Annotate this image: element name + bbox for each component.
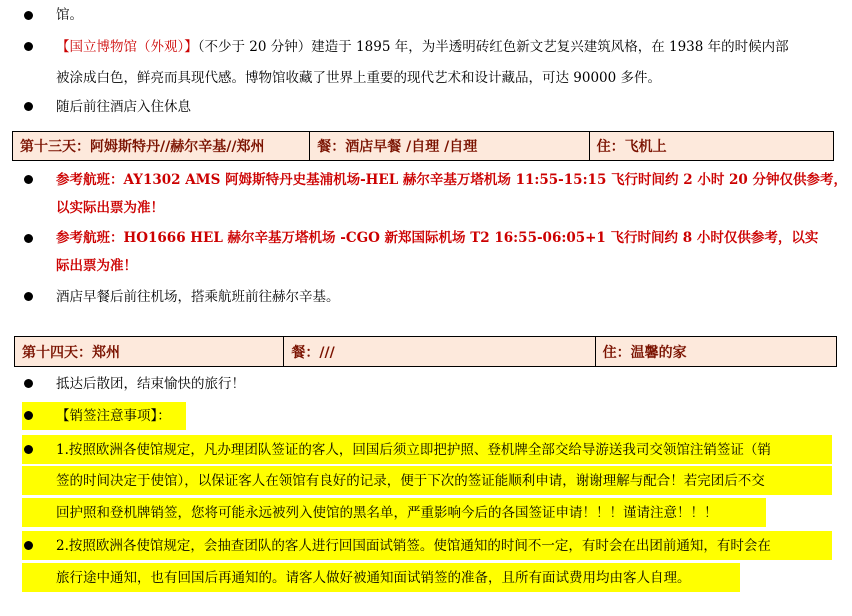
list-bullet (24, 234, 33, 243)
text-line: 馆。 (56, 7, 83, 23)
list-bullet (24, 379, 33, 388)
flight2-line-2: 际出票为准！ (56, 258, 137, 274)
list-bullet (24, 11, 33, 20)
day14-route: 第十四天：郑州 (15, 337, 284, 366)
list-bullet (24, 175, 33, 184)
visa-p1-line-3: 回护照和登机牌销签，您将可能永远被列入使馆的黑名单，严重影响今后的各国签证申请！！！谨请注意！！！ (56, 505, 718, 521)
day13-stay: 住：飞机上 (596, 139, 667, 155)
list-bullet (24, 292, 33, 301)
hotel-text: 随后前往酒店入住休息 (56, 99, 191, 115)
visa-title: 【销签注意事项】： (56, 408, 171, 424)
day14-header-table (14, 336, 837, 367)
end-text: 抵达后散团，结束愉快的旅行！ (56, 376, 245, 392)
list-bullet (24, 445, 33, 454)
day14-stay: 住：温馨的家 (602, 344, 687, 361)
museum-text-1: （不少于 20 分钟）建造于 1895 年，为半透明砖红色新文艺复兴建筑风格，在 1938 年的时候内部 (197, 39, 789, 55)
day13-route: 第十三天：阿姆斯特丹//赫尔辛基//郑州 (13, 132, 310, 160)
visa-p2-line-2: 旅行途中通知，也有回国后再通知的。请客人做好被通知面试销签的准备，且所有面试费用均由客人自理。 (56, 570, 691, 586)
flight2-line-1: 参考航班：HO1666 HEL 赫尔辛基万塔机场 -CGO 新郑国际机场 T2 16:55-06:05+1 飞行时间约 8 小时仅供参考，以实 (56, 230, 819, 246)
list-bullet (24, 102, 33, 111)
list-bullet (24, 541, 33, 550)
museum-description (56, 37, 789, 57)
list-bullet (24, 411, 33, 420)
flight1-line-2: 以实际出票为准！ (56, 200, 164, 216)
transfer-text: 酒店早餐后前往机场，搭乘航班前往赫尔辛基。 (56, 289, 340, 305)
day14-meal: 餐：/// (284, 337, 595, 366)
list-bullet (24, 42, 33, 51)
museum-text-2: 被涂成白色，鲜亮而具现代感。博物馆收藏了世界上重要的现代艺术和设计藏品，可达 90000 多件。 (56, 70, 662, 86)
flight1-line-1: 参考航班：AY1302 AMS 阿姆斯特丹史基浦机场-HEL 赫尔辛基万塔机场 11:55-15:15 飞行时间约 2 小时 20 分钟仅供参考， (56, 172, 848, 188)
day13-header-table (12, 131, 834, 161)
visa-p1-line-2: 签的时间决定于使馆），以保证客人在领馆有良好的记录，便于下次的签证能顺利申请，谢谢理解与配合！若完团后不交 (56, 473, 765, 489)
museum-title: 【国立博物馆（外观）】 (56, 39, 198, 55)
visa-p2-line-1: 2.按照欧洲各使馆规定，会抽查团队的客人进行回国面试销签。使馆通知的时间不一定，有时会在出团前通知，有时会在 (56, 538, 771, 554)
day13-meal: 餐：酒店早餐 /自理 /自理 (310, 132, 589, 160)
visa-p1-line-1: 1.按照欧洲各使馆规定，凡办理团队签证的客人，回国后须立即把护照、登机牌全部交给导游送我司交领馆注销签证（销 (56, 442, 771, 458)
